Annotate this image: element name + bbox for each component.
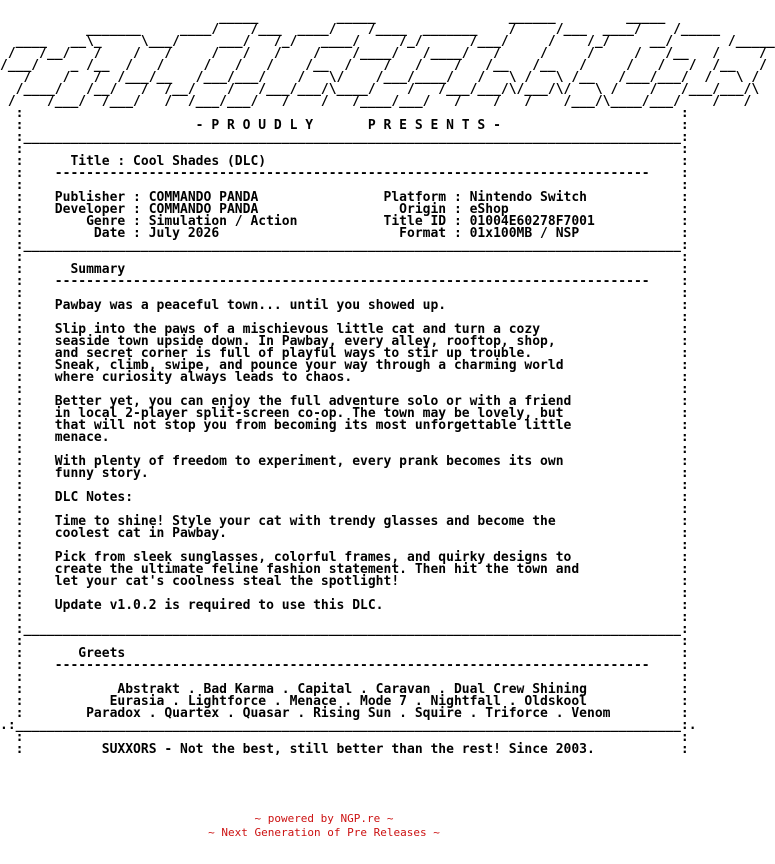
footer-powered-by: ~ powered by NGP.re ~ [254, 812, 394, 825]
nfo-document: _____ _____ ______ _____ _______ ____/ /___ ____/ /____ _______ / /___ ____/ /_____ ____ __\_ \___/ ___/ /_/ ____/ /_/ /___/ / /_/ __/ /_____ / /__/ / / / / / / / /____/ /____/ / / / / /__ / / /___/ _ /__ / / / / / /__ / / / / /__ /__ / / / / /__ / / / / /___/__ /___/___/ / \/ /___/____/ / \ / \ /__ /___/___/ / \ / /____/ /__/ / /__/ / /___/___/\____/ / /___/___/\/___/\/ \ / / /___/___/\ / /___/ /___/ / /___/___/ / / /____/___/ / / / /___/\____/___/ / / : : : - P R O U D L Y P R E S E N T S - : :____________________________________________________________________________________: : : : Title : Cool Shades (DLC) : : ---------------------------------------------------------------------------- : : : : Publisher : COMMANDO PANDA Platform : Nintendo Switch : : Developer : COMMANDO PANDA Origin : eShop : : Genre : Simulation / Action Title ID : 01004E60278F7001 : : Date : July 2026 Format : 01x100MB / NSP : :____________________________________________________________________________________: : : : Summary : : ---------------------------------------------------------------------------- : : : : Pawbay was a peaceful town... until you showed up. : : : : Slip into the paws of a mischievous little cat and turn a cozy : : seaside town upside down. In Pawbay, every alley, rooftop, shop, : : and secret corner is full of playful ways to stir up trouble. : : Sneak, climb, swipe, and pounce your way through a charming world : : where curiosity always leads to chaos. : : : : Better yet, you can enjoy the full adventure solo or with a friend : : in local 2-player split-screen co-op. The town may be lovely, but : : that will not stop you from becoming its most unforgettable little : : menace. : : : : With plenty of freedom to experiment, every prank becomes its own : : funny story. : : : : DLC Notes: : : : : Time to shine! Style your cat with trendy glasses and become the : : coolest cat in Pawbay. : : : : Pick from sleek sunglasses, colorful frames, and quirky designs to : : create the ultimate feline fashion statement. Then hit the town and : : let your cat's coolness steal the spotlight! : : : : Update v1.0.2 is required to use this DLC. : : : :____________________________________________________________________________________: : : : Greets : : ---------------------------------------------------------------------------- : : : : Abstrakt . Bad Karma . Capital . Caravan . Dual Crew Shining : : Eurasia . Lightforce . Menace . Mode 7 . Nightfall . Oldskool : : Paradox . Quartex . Quasar . Rising Sun . Squire . Triforce . Venom : .:_____________________________________________________________________________________:. : : : SUXXORS - Not the best, still better than the rest! Since 2003. : [0, 10, 775, 757]
footer-tagline-ngp: ~ Next Generation of Pre Releases ~ [208, 826, 440, 839]
